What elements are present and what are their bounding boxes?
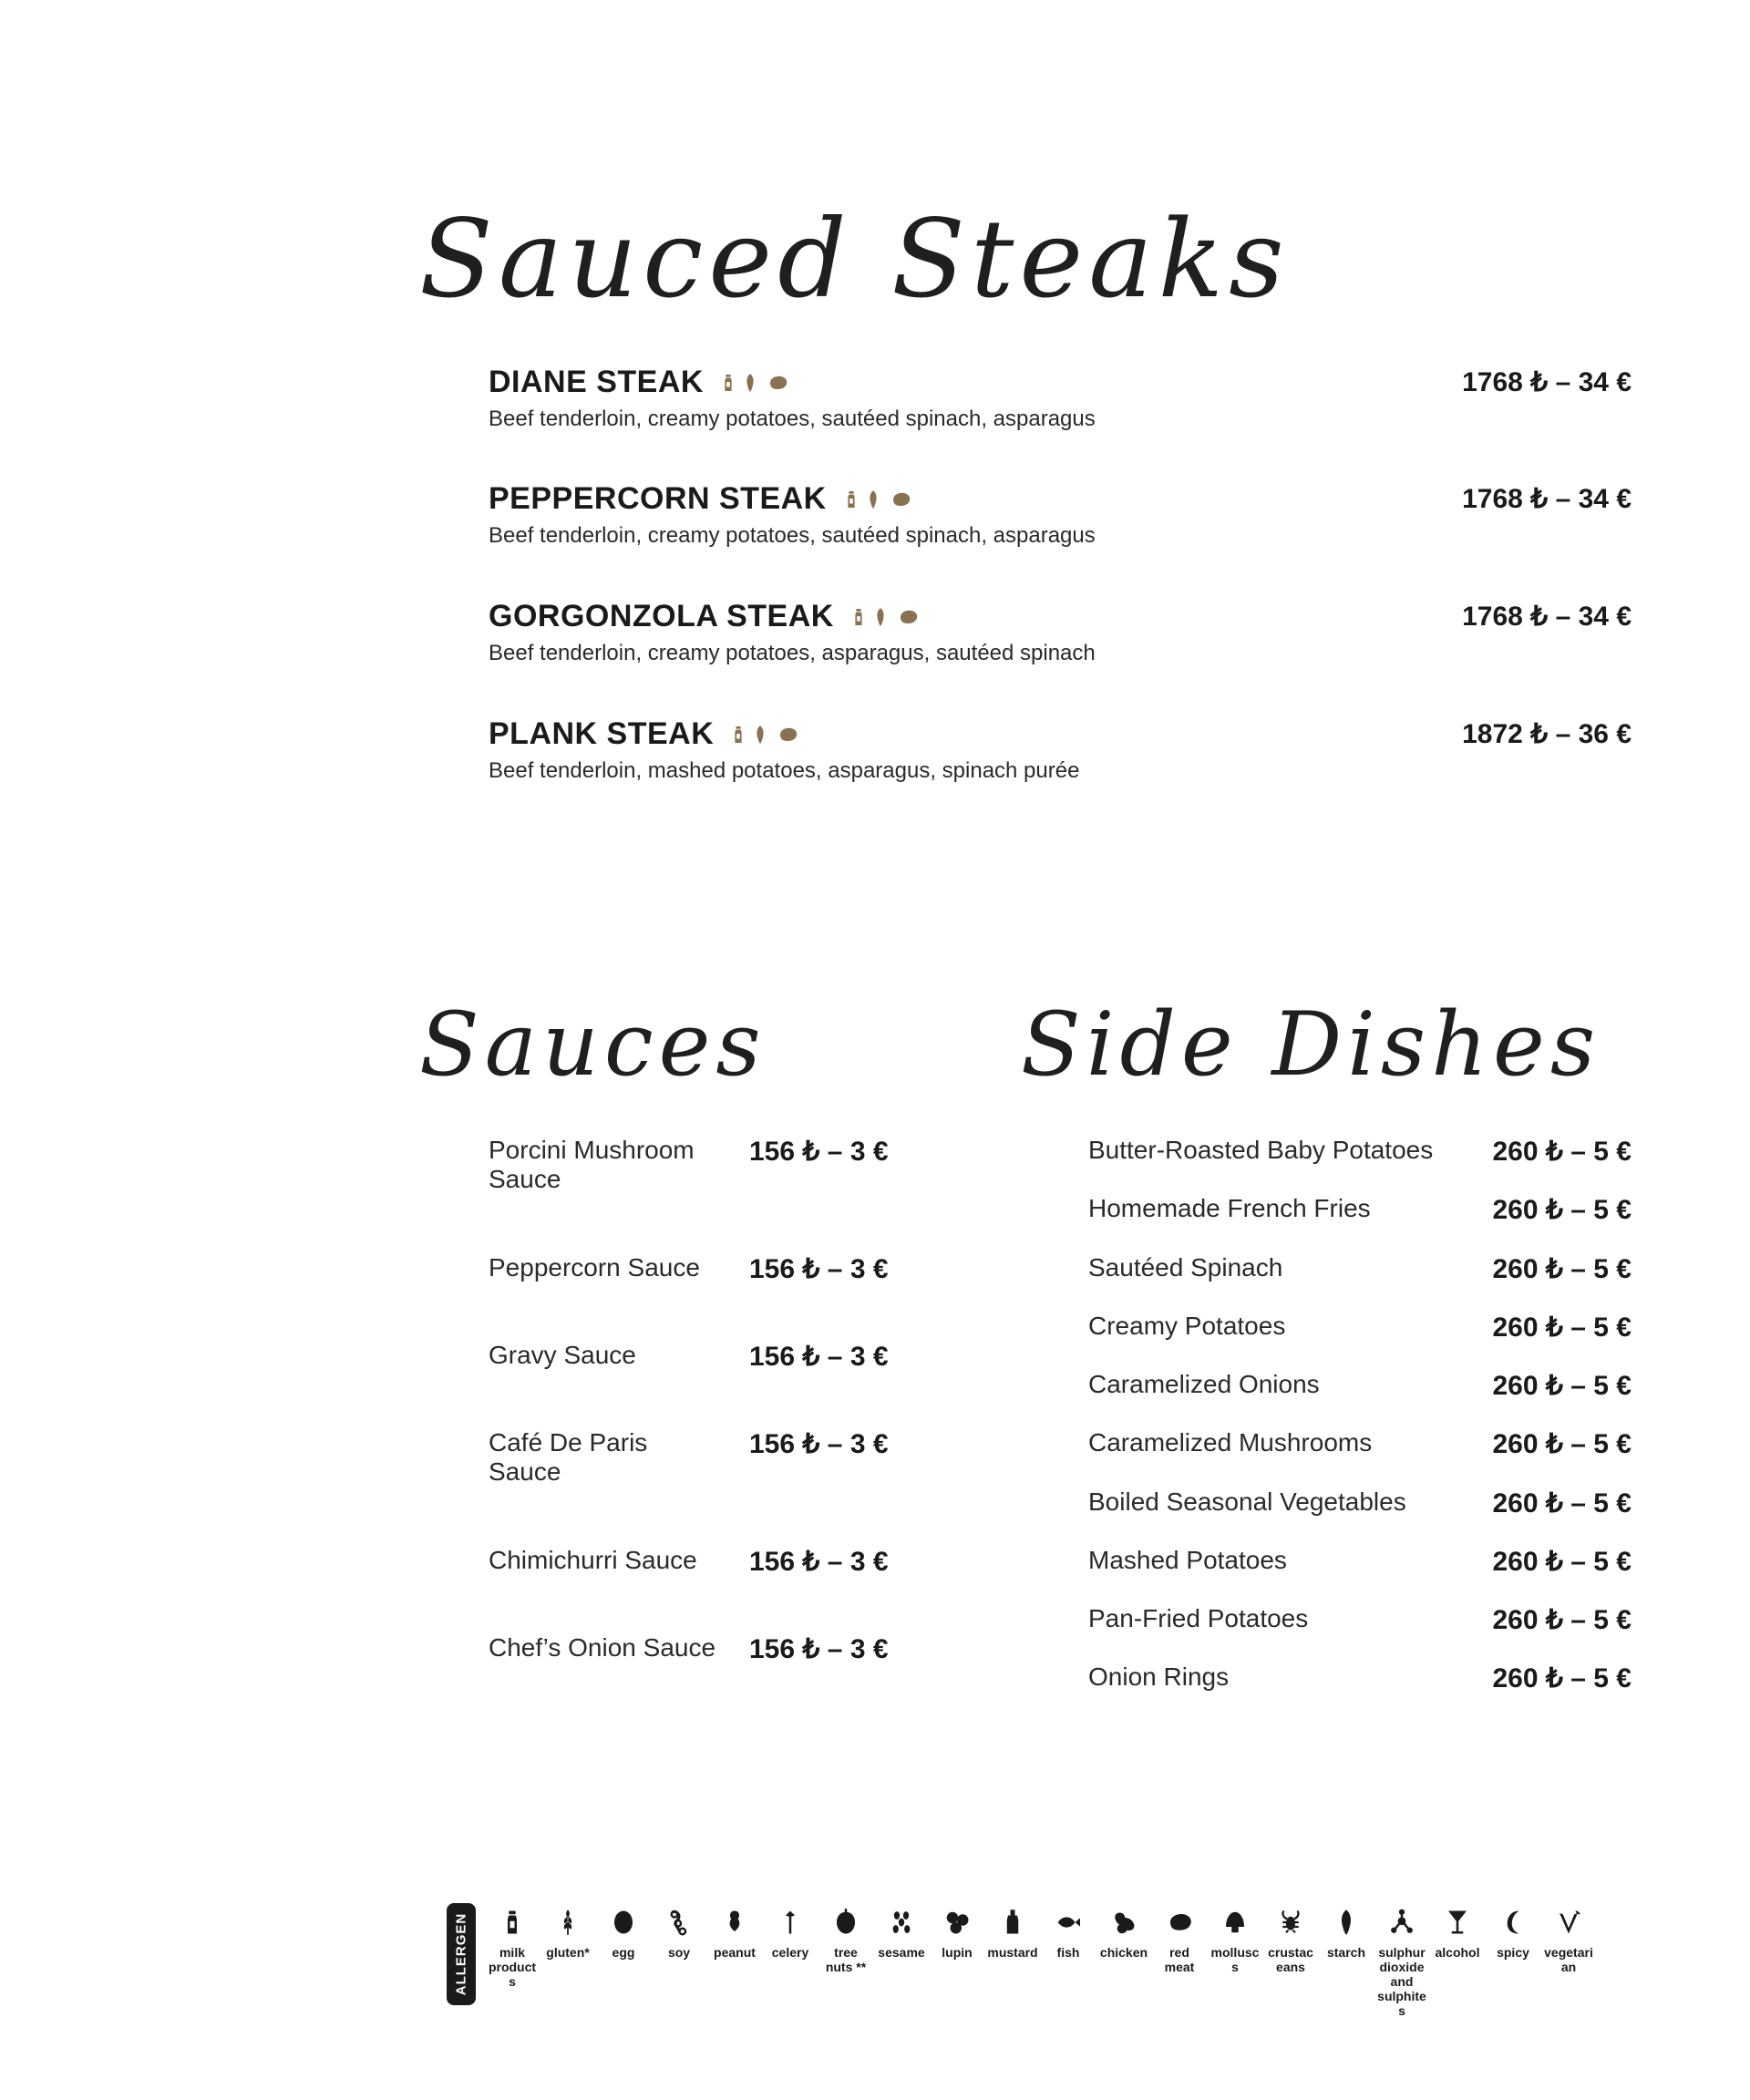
side-dish-price: 260 ₺ – 5 € [1492,1429,1632,1459]
side-dish-item [1088,1253,1632,1290]
red-meat-icon [894,606,921,628]
allergen-item [1098,1909,1149,1960]
allergen-badge-label: ALLERGEN [453,1912,469,1996]
allergen-item [654,1909,705,1960]
milk-icon [500,1909,524,1936]
steak-item [489,481,1632,563]
sauce-name: Porcini Mushroom Sauce [489,1136,695,1193]
starch-icon [742,370,758,396]
vegetarian-icon [1557,1909,1580,1936]
allergen-label: sesame [878,1945,925,1960]
steak-description: Beef tenderloin, creamy potatoes, sautéed spinach, asparagus [489,523,1096,548]
allergen-item [1543,1909,1594,1974]
milk-icon [850,604,867,630]
allergen-label: egg [612,1945,635,1960]
allergen-label: vegetarian [1544,1945,1593,1974]
peanut-icon [723,1909,746,1936]
allergen-badge [447,1903,476,2005]
side-dish-item [1088,1488,1632,1524]
side-dish-item [1088,1312,1632,1348]
starch-icon [752,722,768,747]
allergen-label: red meat [1164,1945,1195,1974]
milk-icon [843,487,860,512]
red-meat-icon [887,489,914,510]
side-dish-price: 260 ₺ – 5 € [1492,1547,1632,1577]
side-dish-name: Boiled Seasonal Vegetables [1088,1488,1406,1516]
celery-icon [778,1909,802,1936]
side-dish-item [1088,1662,1632,1699]
side-dish-name: Caramelized Mushrooms [1088,1428,1373,1457]
steak-price: 1768 ₺ – 34 € [1462,484,1632,514]
side-dish-item [1088,1370,1632,1406]
side-dish-price: 260 ₺ – 5 € [1492,1663,1632,1693]
side-dish-name: Butter-Roasted Baby Potatoes [1088,1136,1434,1164]
allergen-item [876,1909,927,1960]
side-dish-price: 260 ₺ – 5 € [1492,1137,1632,1167]
sauce-price: 156 ₺ – 3 € [749,1634,889,1664]
sauce-name: Café De Paris Sauce [489,1428,648,1486]
allergen-label: gluten* [546,1945,590,1960]
red-meat-icon [774,724,801,746]
soy-icon [667,1909,691,1936]
allergen-label: sulphur dioxide and sulphites [1377,1945,1426,2018]
steak-price: 1768 ₺ – 34 € [1462,602,1632,632]
allergen-label: celery [771,1945,809,1960]
allergen-item [1488,1909,1539,1960]
allergen-item [765,1909,816,1960]
steak-allergen-icons [850,604,921,630]
starch-icon [1334,1909,1358,1936]
side-dish-name: Onion Rings [1088,1662,1230,1691]
steak-allergen-icons [730,722,801,747]
sauce-price: 156 ₺ – 3 € [749,1342,889,1372]
alcohol-icon [1446,1909,1469,1936]
allergen-label: starch [1326,1945,1366,1960]
steak-name: GORGONZOLA STEAK [489,599,834,633]
steak-allergen-icons [720,370,791,396]
sauce-name: Gravy Sauce [489,1341,636,1369]
steak-description: Beef tenderloin, mashed potatoes, asparagus, spinach purée [489,758,1080,783]
side-dish-name: Homemade French Fries [1088,1194,1371,1222]
allergen-label: spicy [1497,1945,1529,1960]
side-dishes-title: Side Dishes [1021,993,1601,1096]
sauce-price: 156 ₺ – 3 € [749,1429,889,1459]
allergen-item [1210,1909,1261,1974]
side-dish-price: 260 ₺ – 5 € [1492,1488,1632,1518]
steak-description: Beef tenderloin, creamy potatoes, asparagus, sautéed spinach [489,641,1096,665]
allergen-item [1376,1909,1427,2018]
side-dish-item [1088,1428,1632,1465]
allergen-item [987,1909,1038,1960]
allergen-item [1265,1909,1316,1974]
milk-icon [720,370,736,396]
steak-name: DIANE STEAK [489,365,704,399]
side-dish-item [1088,1136,1632,1172]
steak-allergen-icons [843,487,914,512]
allergen-item [820,1909,871,1974]
chicken-icon [1112,1909,1136,1936]
side-dish-item [1088,1546,1632,1582]
lupin-icon [945,1909,969,1936]
side-dish-item [1088,1194,1632,1230]
allergen-label: peanut [714,1945,756,1960]
side-dish-price: 260 ₺ – 5 € [1492,1195,1632,1225]
allergen-item [1432,1909,1483,1960]
sauced-steaks-title: Sauced Steaks [419,196,1290,322]
side-dish-price: 260 ₺ – 5 € [1492,1254,1632,1284]
milk-icon [730,722,746,747]
allergen-label: soy [667,1945,691,1960]
allergen-item [709,1909,760,1960]
steak-item [489,365,1632,447]
allergen-item [542,1909,593,1960]
egg-icon [612,1909,635,1936]
side-dish-item [1088,1604,1632,1641]
allergen-label: crustaceans [1268,1945,1313,1974]
sauce-price: 156 ₺ – 3 € [749,1254,889,1284]
starch-icon [872,604,889,630]
sauce-price: 156 ₺ – 3 € [749,1137,889,1167]
spicy-icon [1501,1909,1525,1936]
sauce-name: Peppercorn Sauce [489,1253,700,1282]
starch-icon [865,487,881,512]
sauce-name: Chimichurri Sauce [489,1546,697,1574]
allergen-item [1154,1909,1205,1974]
steak-item [489,716,1632,798]
allergen-label: molluscs [1210,1945,1260,1974]
allergen-label: fish [1056,1945,1080,1960]
steak-price: 1872 ₺ – 36 € [1462,719,1632,749]
side-dish-name: Pan-Fried Potatoes [1088,1604,1309,1632]
side-dish-price: 260 ₺ – 5 € [1492,1605,1632,1635]
side-dish-price: 260 ₺ – 5 € [1492,1312,1632,1343]
tree-nuts-icon [834,1909,858,1936]
red-meat-icon [764,372,791,394]
sauces-title: Sauces [419,993,767,1096]
fish-icon [1056,1909,1080,1936]
sauce-name: Chef’s Onion Sauce [489,1633,716,1662]
steak-description: Beef tenderloin, creamy potatoes, sautéed spinach, asparagus [489,407,1096,431]
allergen-label: lupin [942,1945,973,1960]
side-dish-name: Sautéed Spinach [1088,1253,1283,1282]
allergen-item [487,1909,538,1989]
side-dish-name: Caramelized Onions [1088,1370,1320,1398]
allergen-item [1321,1909,1372,1960]
side-dish-name: Mashed Potatoes [1088,1546,1287,1574]
side-dish-price: 260 ₺ – 5 € [1492,1371,1632,1401]
mustard-icon [1001,1909,1024,1936]
steak-name: PLANK STEAK [489,716,715,751]
allergen-label: milk products [488,1945,537,1989]
steak-price: 1768 ₺ – 34 € [1462,367,1632,397]
gluten-icon [556,1909,580,1936]
steak-name: PEPPERCORN STEAK [489,481,827,516]
crustaceans-icon [1279,1909,1302,1936]
allergen-item [932,1909,983,1960]
sulphites-icon [1390,1909,1414,1936]
allergen-label: alcohol [1435,1945,1480,1960]
side-dish-name: Creamy Potatoes [1088,1312,1286,1340]
steak-item [489,599,1632,681]
sauce-price: 156 ₺ – 3 € [749,1547,889,1577]
allergen-legend [447,1903,1641,2022]
allergen-item [1043,1909,1094,1960]
allergen-label: mustard [987,1945,1038,1960]
molluscs-icon [1223,1909,1247,1936]
allergen-label: chicken [1099,1945,1148,1960]
red-meat-icon [1168,1909,1191,1936]
sesame-icon [890,1909,913,1936]
allergen-item [598,1909,649,1960]
allergen-label: tree nuts ** [825,1945,867,1974]
